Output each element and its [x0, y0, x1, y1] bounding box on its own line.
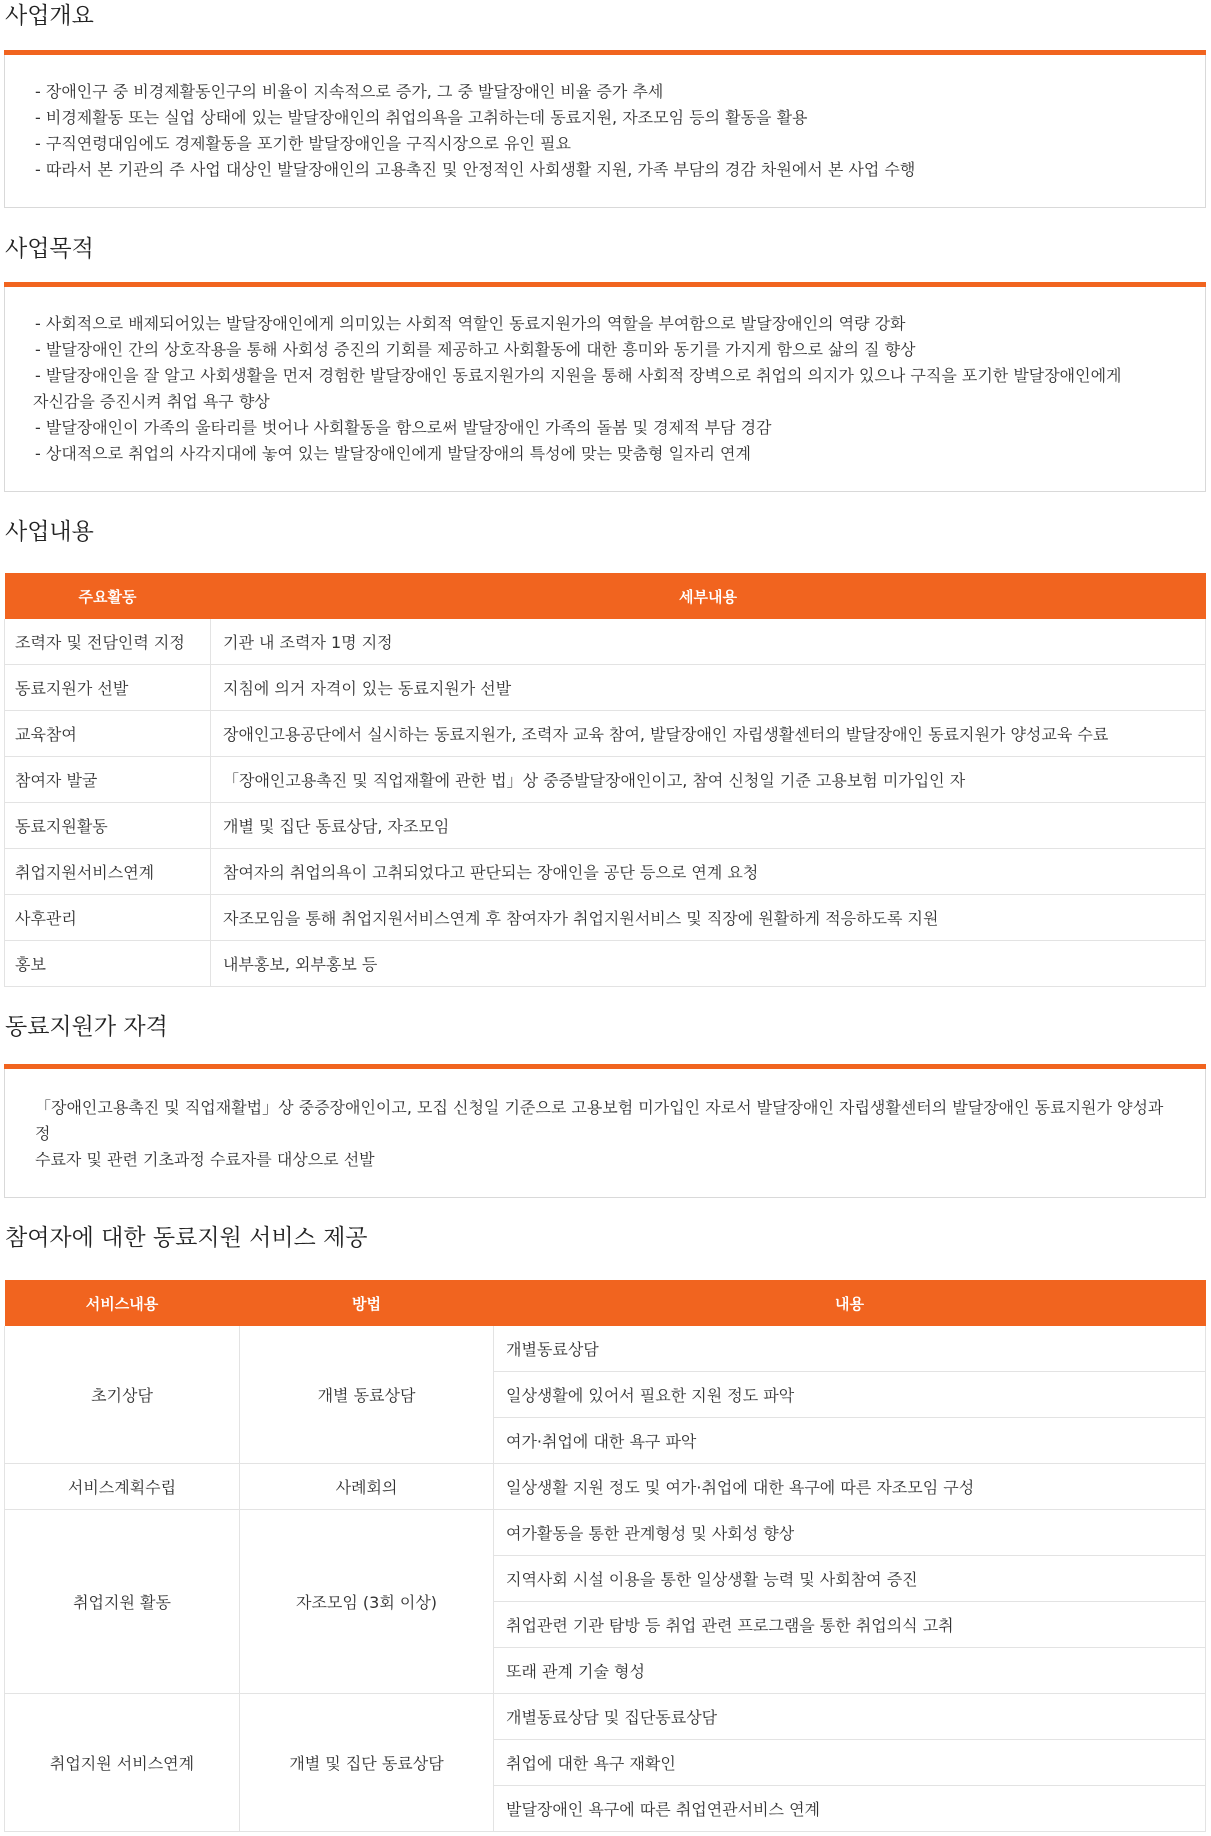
detail-cell: 개별동료상담 — [494, 1326, 1206, 1372]
purpose-line: - 발달장애인이 가족의 울타리를 벗어나 사회활동을 함으로써 발달장애인 가족의 돌봄 및 경제적 부담 경감 — [35, 418, 772, 437]
detail-cell: 취업관련 기관 탐방 등 취업 관련 프로그램을 통한 취업의식 고취 — [494, 1602, 1206, 1648]
activity-cell: 교육참여 — [5, 711, 211, 757]
purpose-line: 자신감을 증진시켜 취업 욕구 향상 — [33, 392, 270, 411]
detail-cell: 참여자의 취업의욕이 고취되었다고 판단되는 장애인을 공단 등으로 연계 요청 — [211, 849, 1206, 895]
table-row — [5, 1464, 1206, 1510]
content-header-detail: 세부내용 — [211, 573, 1206, 619]
overview-line: - 장애인구 중 비경제활동인구의 비율이 지속적으로 증가, 그 중 발달장애인 비율 증가 추세 — [35, 82, 664, 101]
detail-cell: 여가·취업에 대한 욕구 파악 — [494, 1418, 1206, 1464]
qualification-box — [4, 1069, 1206, 1198]
purpose-line: - 상대적으로 취업의 사각지대에 놓여 있는 발달장애인에게 발달장애의 특성에 맞는 맞춤형 일자리 연계 — [35, 444, 751, 463]
detail-cell: 일상생활 지원 정도 및 여가·취업에 대한 욕구에 따른 자조모임 구성 — [494, 1464, 1206, 1510]
table-row — [5, 941, 1206, 987]
table-row — [5, 1510, 1206, 1556]
table-row — [5, 1694, 1206, 1740]
qualification-line: 수료자 및 관련 기초과정 수료자를 대상으로 선발 — [35, 1150, 375, 1169]
overview-line: - 따라서 본 기관의 주 사업 대상인 발달장애인의 고용촉진 및 안정적인 사회생활 지원, 가족 부담의 경감 차원에서 본 사업 수행 — [35, 160, 916, 179]
overview-title: 사업개요 — [5, 3, 94, 29]
activity-cell: 취업지원서비스연계 — [5, 849, 211, 895]
detail-cell: 내부홍보, 외부홍보 등 — [211, 941, 1206, 987]
detail-cell: 지역사회 시설 이용을 통한 일상생활 능력 및 사회참여 증진 — [494, 1556, 1206, 1602]
services-header-method: 방법 — [240, 1280, 494, 1326]
detail-cell: 자조모임을 통해 취업지원서비스연계 후 참여자가 취업지원서비스 및 직장에 원활하게 적응하도록 지원 — [211, 895, 1206, 941]
service-cell: 서비스계획수립 — [5, 1464, 240, 1510]
method-cell: 개별 동료상담 — [240, 1326, 494, 1464]
table-row — [5, 849, 1206, 895]
detail-cell: 일상생활에 있어서 필요한 지원 정도 파악 — [494, 1372, 1206, 1418]
activity-cell: 조력자 및 전담인력 지정 — [5, 619, 211, 665]
content-header-activity: 주요활동 — [5, 573, 211, 619]
service-cell: 취업지원 활동 — [5, 1510, 240, 1694]
purpose-box — [4, 287, 1206, 492]
table-row — [5, 803, 1206, 849]
purpose-line: - 사회적으로 배제되어있는 발달장애인에게 의미있는 사회적 역할인 동료지원가의 역할을 부여함으로 발달장애인의 역량 강화 — [35, 314, 906, 333]
activity-cell: 동료지원활동 — [5, 803, 211, 849]
content-title: 사업내용 — [5, 519, 94, 545]
service-cell: 취업지원 서비스연계 — [5, 1694, 240, 1832]
purpose-line: - 발달장애인 간의 상호작용을 통해 사회성 증진의 기회를 제공하고 사회활동에 대한 흥미와 동기를 가지게 함으로 삶의 질 향상 — [35, 340, 916, 359]
detail-cell: 개별 및 집단 동료상담, 자조모임 — [211, 803, 1206, 849]
table-row — [5, 711, 1206, 757]
detail-cell: 발달장애인 욕구에 따른 취업연관서비스 연계 — [494, 1786, 1206, 1832]
overview-line: - 구직연령대임에도 경제활동을 포기한 발달장애인을 구직시장으로 유인 필요 — [35, 134, 571, 153]
method-cell: 자조모임 (3회 이상) — [240, 1510, 494, 1694]
content-table — [4, 573, 1206, 987]
content-header-row — [5, 573, 1206, 619]
table-row — [5, 619, 1206, 665]
activity-cell: 참여자 발굴 — [5, 757, 211, 803]
detail-cell: 또래 관계 기술 형성 — [494, 1648, 1206, 1694]
purpose-line: - 발달장애인을 잘 알고 사회생활을 먼저 경험한 발달장애인 동료지원가의 지원을 통해 사회적 장벽으로 취업의 의지가 있으나 구직을 포기한 발달장애인에게 — [35, 366, 1122, 385]
activity-cell: 홍보 — [5, 941, 211, 987]
service-cell: 초기상담 — [5, 1326, 240, 1464]
method-cell: 개별 및 집단 동료상담 — [240, 1694, 494, 1832]
activity-cell: 사후관리 — [5, 895, 211, 941]
detail-cell: 여가활동을 통한 관계형성 및 사회성 향상 — [494, 1510, 1206, 1556]
detail-cell: 「장애인고용촉진 및 직업재활에 관한 법」상 중증발달장애인이고, 참여 신청일 기준 고용보험 미가입인 자 — [211, 757, 1206, 803]
detail-cell: 장애인고용공단에서 실시하는 동료지원가, 조력자 교육 참여, 발달장애인 자립생활센터의 발달장애인 동료지원가 양성교육 수료 — [211, 711, 1206, 757]
table-row — [5, 665, 1206, 711]
activity-cell: 동료지원가 선발 — [5, 665, 211, 711]
method-cell: 사례회의 — [240, 1464, 494, 1510]
detail-cell: 취업에 대한 욕구 재확인 — [494, 1740, 1206, 1786]
qualification-title: 동료지원가 자격 — [5, 1014, 168, 1040]
overview-line: - 비경제활동 또는 실업 상태에 있는 발달장애인의 취업의욕을 고취하는데 동료지원, 자조모임 등의 활동을 활용 — [35, 108, 808, 127]
table-row — [5, 1326, 1206, 1372]
services-title: 참여자에 대한 동료지원 서비스 제공 — [5, 1225, 368, 1251]
services-header-content: 내용 — [494, 1280, 1206, 1326]
services-table — [4, 1280, 1206, 1832]
detail-cell: 기관 내 조력자 1명 지정 — [211, 619, 1206, 665]
qualification-line: 「장애인고용촉진 및 직업재활법」상 중증장애인이고, 모집 신청일 기준으로 고용보험 미가입인 자로서 발달장애인 자립생활센터의 발달장애인 동료지원가 양성과정 — [35, 1098, 1164, 1143]
services-header-row — [5, 1280, 1206, 1326]
overview-box — [4, 55, 1206, 208]
table-row — [5, 895, 1206, 941]
detail-cell: 지침에 의거 자격이 있는 동료지원가 선발 — [211, 665, 1206, 711]
table-row — [5, 757, 1206, 803]
detail-cell: 개별동료상담 및 집단동료상담 — [494, 1694, 1206, 1740]
purpose-title: 사업목적 — [5, 236, 94, 262]
services-header-service: 서비스내용 — [5, 1280, 240, 1326]
